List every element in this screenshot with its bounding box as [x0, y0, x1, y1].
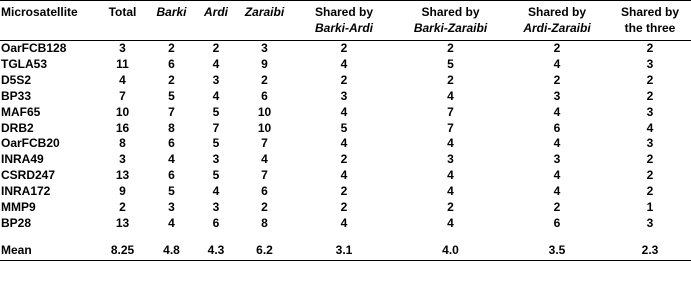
table-row — [0, 105, 691, 121]
cell-shared-barki-ardi: 5 — [340, 120, 348, 135]
cell-zaraibi: 7 — [261, 136, 268, 151]
cell-shared-ardi-zaraibi: 4 — [553, 184, 561, 199]
cell-barki: 8 — [168, 120, 175, 135]
cell-shared-all: 2 — [646, 152, 654, 167]
cell-shared-ardi-zaraibi: 4 — [553, 136, 561, 151]
cell-ardi: 4 — [212, 184, 220, 199]
cell-zaraibi: 10 — [257, 104, 272, 119]
cell-shared-barki-ardi: 4 — [340, 56, 348, 71]
cell-total: 7 — [119, 88, 126, 103]
cell-shared-barki-ardi: 2 — [340, 41, 348, 55]
cell-shared-barki-zaraibi: 2 — [447, 41, 454, 55]
cell-ardi: 4 — [212, 56, 220, 71]
cell-shared-barki-ardi: 4 — [340, 104, 348, 119]
cell-zaraibi: 6 — [261, 88, 268, 103]
cell-zaraibi: 3 — [261, 41, 268, 55]
table-row — [0, 89, 691, 105]
cell-shared-all: 3 — [646, 104, 654, 119]
cell-shared-ardi-zaraibi: 2 — [553, 41, 561, 55]
cell-total: 8 — [119, 136, 126, 151]
cell-shared-barki-zaraibi: 3 — [447, 152, 454, 167]
header-row — [0, 1, 691, 41]
table-row — [0, 57, 691, 73]
row-name: BP33 — [1, 88, 32, 103]
header-shared-pair: Barki-Ardi — [314, 21, 373, 35]
cell-shared-all: 3 — [646, 56, 654, 71]
row-name: MMP9 — [1, 200, 36, 215]
cell-ardi: 5 — [212, 104, 220, 119]
cell-shared-ardi-zaraibi: 6 — [553, 215, 561, 230]
cell-barki: 4 — [168, 215, 175, 230]
cell-shared-ardi-zaraibi: 2 — [553, 72, 561, 87]
cell-shared-barki-zaraibi: 5 — [447, 56, 454, 71]
cell-shared-barki-zaraibi: 7 — [447, 120, 454, 135]
cell-ardi: 5 — [212, 136, 220, 151]
cell-shared-all: 2 — [646, 184, 654, 199]
cell-total: 13 — [115, 215, 130, 230]
mean-total: 8.25 — [97, 242, 148, 261]
cell-shared-ardi-zaraibi: 4 — [553, 168, 561, 183]
row-name: INRA49 — [1, 152, 44, 167]
row-name: BP28 — [1, 215, 32, 230]
mean-ardi: 4.3 — [195, 242, 237, 261]
cell-shared-barki-zaraibi: 7 — [447, 104, 454, 119]
cell-total: 10 — [115, 104, 130, 119]
header-total: Total — [97, 1, 148, 41]
cell-total: 11 — [116, 56, 129, 71]
row-name: TGLA53 — [1, 56, 48, 71]
cell-zaraibi: 10 — [257, 120, 272, 135]
cell-barki: 3 — [168, 200, 175, 215]
header-shared-pair: Barki-Zaraibi — [413, 21, 488, 35]
cell-shared-barki-zaraibi: 4 — [447, 168, 454, 183]
cell-barki: 4 — [168, 152, 175, 167]
row-name: OarFCB20 — [1, 136, 60, 151]
cell-zaraibi: 6 — [261, 184, 268, 199]
cell-ardi: 7 — [212, 120, 220, 135]
mean-shared-barki-zaraibi: 4.0 — [396, 242, 505, 261]
cell-shared-all: 1 — [646, 200, 654, 215]
header-shared-pair: Ardi-Zaraibi — [523, 21, 591, 35]
table-row — [0, 121, 691, 137]
cell-shared-ardi-zaraibi: 2 — [553, 200, 561, 215]
cell-shared-all: 2 — [646, 41, 654, 55]
cell-shared-barki-ardi: 2 — [340, 72, 348, 87]
header-shared-label: Shared by — [527, 5, 587, 19]
cell-barki: 6 — [168, 56, 175, 71]
header-microsatellite: Microsatellite — [0, 1, 97, 41]
cell-ardi: 3 — [212, 200, 220, 215]
cell-zaraibi: 2 — [261, 200, 268, 215]
header-zaraibi: Zaraibi — [237, 1, 292, 41]
cell-total: 2 — [119, 200, 126, 215]
cell-barki: 6 — [168, 168, 175, 183]
cell-shared-barki-ardi: 2 — [340, 184, 348, 199]
mean-shared-ardi-zaraibi: 3.5 — [505, 242, 609, 261]
cell-shared-ardi-zaraibi: 4 — [553, 104, 561, 119]
row-name: D5S2 — [1, 72, 32, 87]
cell-ardi: 6 — [212, 215, 220, 230]
header-shared-barki-zaraibi — [396, 1, 505, 41]
cell-zaraibi: 2 — [261, 72, 268, 87]
table-row — [0, 152, 691, 168]
cell-total: 4 — [119, 72, 126, 87]
spacer-row — [0, 232, 691, 242]
cell-ardi: 2 — [212, 41, 220, 55]
header-shared-ardi-zaraibi — [505, 1, 609, 41]
cell-total: 16 — [115, 120, 130, 135]
cell-shared-barki-zaraibi: 2 — [447, 200, 454, 215]
cell-shared-all: 2 — [646, 168, 654, 183]
cell-barki: 6 — [168, 136, 175, 151]
header-shared-label: Shared by — [620, 5, 680, 19]
cell-shared-barki-zaraibi: 2 — [447, 72, 454, 87]
cell-shared-ardi-zaraibi: 6 — [553, 120, 561, 135]
row-name: OarFCB128 — [1, 41, 67, 55]
cell-barki: 5 — [168, 88, 175, 103]
header-shared-barki-ardi — [292, 1, 396, 41]
header-barki: Barki — [148, 1, 195, 41]
cell-shared-ardi-zaraibi: 4 — [553, 56, 561, 71]
cell-barki: 5 — [168, 184, 175, 199]
cell-total: 3 — [119, 152, 126, 167]
cell-ardi: 5 — [212, 168, 220, 183]
cell-shared-all: 3 — [646, 215, 654, 230]
cell-zaraibi: 9 — [261, 56, 268, 71]
table-row — [0, 200, 691, 216]
cell-total: 3 — [119, 41, 126, 55]
cell-shared-all: 4 — [646, 120, 654, 135]
cell-shared-barki-ardi: 4 — [340, 168, 348, 183]
cell-barki: 2 — [168, 41, 175, 55]
cell-shared-barki-zaraibi: 4 — [447, 136, 454, 151]
cell-shared-barki-ardi: 2 — [340, 200, 348, 215]
cell-ardi: 3 — [212, 72, 220, 87]
cell-ardi: 4 — [212, 88, 220, 103]
cell-zaraibi: 4 — [261, 152, 268, 167]
cell-shared-barki-ardi: 4 — [340, 215, 348, 230]
cell-zaraibi: 7 — [261, 168, 268, 183]
table-row — [0, 216, 691, 232]
header-shared-three: the three — [624, 21, 676, 35]
cell-shared-all: 2 — [646, 88, 654, 103]
mean-label: Mean — [0, 242, 97, 261]
cell-shared-barki-zaraibi: 4 — [447, 184, 454, 199]
table-row — [0, 41, 691, 57]
cell-shared-barki-ardi: 4 — [340, 136, 348, 151]
header-shared-label: Shared by — [421, 5, 480, 19]
table-row — [0, 168, 691, 184]
cell-shared-barki-zaraibi: 4 — [447, 88, 454, 103]
mean-barki: 4.8 — [148, 242, 195, 261]
row-name: CSRD247 — [1, 168, 56, 183]
row-name: INRA172 — [1, 184, 51, 199]
cell-total: 9 — [119, 184, 126, 199]
header-shared-all — [609, 1, 691, 41]
cell-shared-barki-zaraibi: 4 — [447, 215, 454, 230]
table-row — [0, 73, 691, 89]
cell-zaraibi: 8 — [261, 215, 268, 230]
cell-barki: 2 — [168, 72, 175, 87]
mean-row — [0, 242, 691, 261]
mean-shared-all: 2.3 — [609, 242, 691, 261]
mean-zaraibi: 6.2 — [237, 242, 292, 261]
cell-shared-ardi-zaraibi: 3 — [553, 152, 561, 167]
cell-shared-barki-ardi: 2 — [340, 152, 348, 167]
table-row — [0, 136, 691, 152]
cell-total: 13 — [115, 168, 130, 183]
cell-shared-all: 3 — [646, 136, 654, 151]
cell-shared-barki-ardi: 3 — [340, 88, 348, 103]
header-shared-label: Shared by — [314, 5, 374, 19]
cell-barki: 7 — [168, 104, 175, 119]
cell-shared-ardi-zaraibi: 3 — [553, 88, 561, 103]
cell-shared-all: 2 — [646, 72, 654, 87]
table-row — [0, 184, 691, 200]
mean-shared-barki-ardi: 3.1 — [292, 242, 396, 261]
row-name: MAF65 — [1, 104, 41, 119]
header-ardi: Ardi — [195, 1, 237, 41]
row-name: DRB2 — [1, 120, 34, 135]
cell-ardi: 3 — [212, 152, 220, 167]
